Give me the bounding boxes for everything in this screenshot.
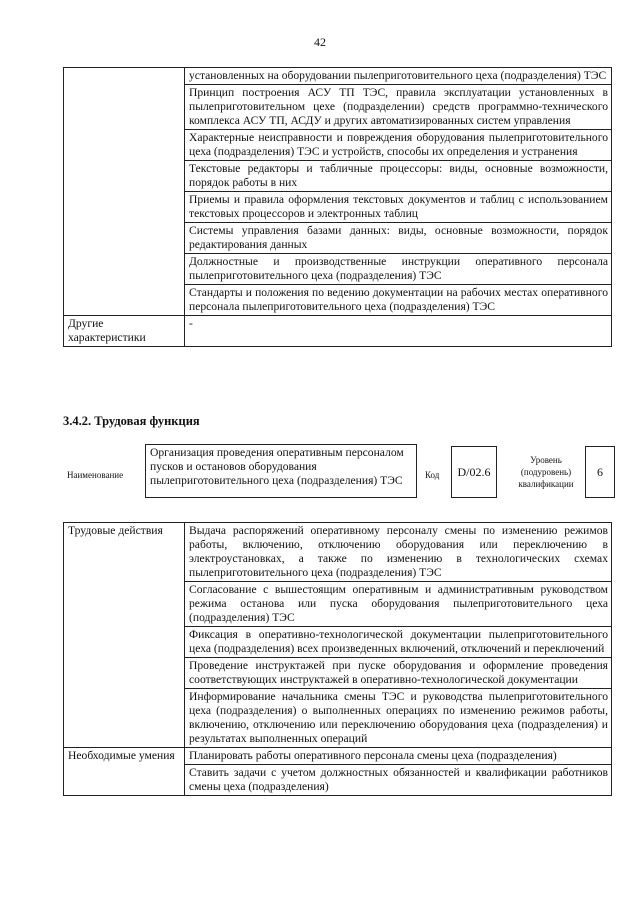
function-header	[63, 444, 613, 500]
labor-action-item: Выдача распоряжений оперативному персоналу смены по изменению режимов работы, включению, отключению оборудования или переключению в электроустановках, а также по изменению в технологических схемах пылеприготовительного цеха (подразделения) ТЭС	[185, 523, 612, 582]
knowledge-item: Системы управления базами данных: виды, основные возможности, порядок редактирования данных	[185, 223, 612, 254]
knowledge-item: Текстовые редакторы и табличные процессоры: виды, основные возможности, порядок работы в них	[185, 161, 612, 192]
labor-action-item: Фиксация в оперативно-технологической документации пылеприготовительного цеха (подразделения) всех произведенных включений, отключений и переключений	[185, 627, 612, 658]
knowledge-item: установленных на оборудовании пылеприготовительного цеха (подразделения) ТЭС	[185, 68, 612, 85]
knowledge-item: Должностные и производственные инструкции оперативного персонала пылеприготовительного цеха (подразделения) ТЭС	[185, 254, 612, 285]
code-label: Код	[425, 470, 440, 480]
required-skills-label: Необходимые умения	[64, 748, 185, 796]
knowledge-item: Принцип построения АСУ ТП ТЭС, правила эксплуатации установленных в пылеприготовительном цехе (подразделении) средств программно-технического комплекса АСУ ТП, АСДУ и других автоматизированных систем управления	[185, 85, 612, 130]
page-number: 42	[314, 35, 326, 49]
name-label: Наименование	[67, 470, 124, 480]
knowledge-item: Приемы и правила оформления текстовых документов и таблиц с использованием текстовых процессоров и электронных таблиц	[185, 192, 612, 223]
knowledge-item: Характерные неисправности и повреждения оборудования пылеприготовительного цеха (подразделения) ТЭС и устройств, способы их определения и устранения	[185, 130, 612, 161]
labor-actions-table	[63, 522, 612, 796]
function-code-box: D/02.6	[451, 446, 497, 498]
labor-action-item: Информирование начальника смены ТЭС и руководства пылеприготовительного цеха (подразделения) о выполненных операциях по изменению режимов работы, включению, отключению или переключению оборудования цеха (подразделения) и результатах выполненных операций	[185, 689, 612, 748]
skill-item: Планировать работы оперативного персонала смены цеха (подразделения)	[185, 748, 612, 765]
labor-actions-label: Трудовые действия	[64, 523, 185, 748]
other-characteristics-value: -	[185, 316, 612, 347]
qualification-level-label: Уровень (подуровень) квалификации	[518, 455, 574, 489]
qualification-level-box: 6	[585, 446, 615, 498]
section-title: 3.4.2. Трудовая функция	[63, 414, 200, 428]
skill-item: Ставить задачи с учетом должностных обязанностей и квалификации работников смены цеха (подразделения)	[185, 765, 612, 796]
other-characteristics-label: Другие характеристики	[64, 316, 185, 347]
labor-action-item: Согласование с вышестоящим оперативным и административным руководством режима останова или пуска оборудования пылеприготовительного цеха (подразделения) ТЭС	[185, 582, 612, 627]
knowledge-item: Стандарты и положения по ведению документации на рабочих местах оперативного персонала пылеприготовительного цеха (подразделения) ТЭС	[185, 285, 612, 316]
function-name-box: Организация проведения оперативным персоналом пусков и остановов оборудования пылеприготовительного цеха (подразделения) ТЭС	[145, 444, 417, 498]
labor-action-item: Проведение инструктажей при пуске оборудования и оформление проведения соответствующих инструктажей в оперативно-технологической документации	[185, 658, 612, 689]
knowledge-label-cell	[64, 68, 185, 316]
knowledge-table	[63, 67, 612, 347]
